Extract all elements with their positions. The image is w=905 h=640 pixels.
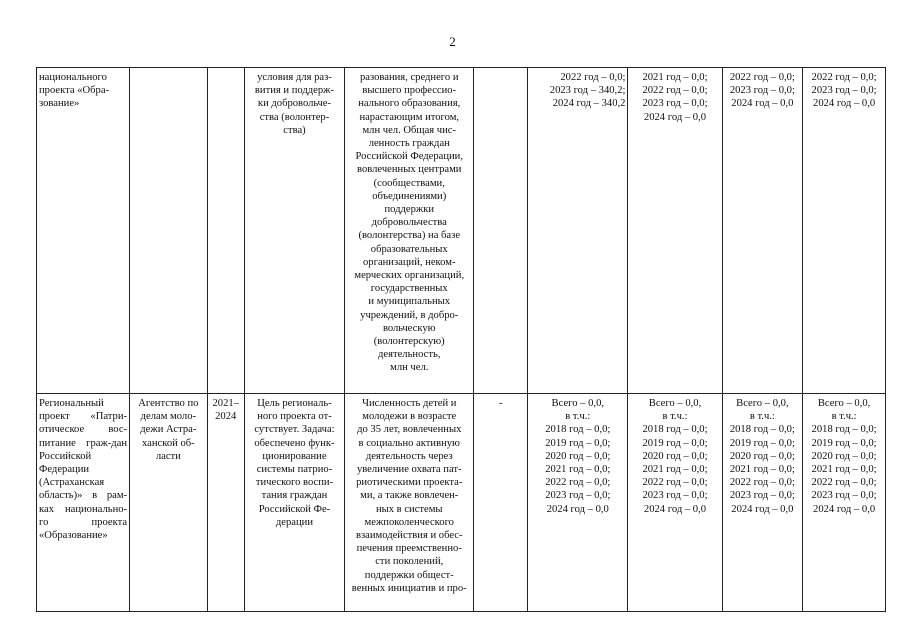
indicator-cell: разования, среднего и высшего профессио- нального образования, нарастающим итогом, млн чел. Общая чис- ленность граждан Российской Федерации, вовлеченных центрами (сообществами, объединениями) поддержки добровольчества (волонтерства) на базе образовательных организаций, неком- мерческих организаций, государственных и муниципальных учреждений, в добро- вольческую (волонтерскую) деятельность, млн чел. (345, 68, 474, 394)
funding-cell-2: Всего – 0,0, в т.ч.: 2018 год – 0,0; 2019 год – 0,0; 2020 год – 0,0; 2021 год – 0,0; 2022 год – 0,0; 2023 год – 0,0; 2024 год – 0,0 (628, 394, 722, 612)
executor-cell: Агентство по делам моло- дежи Астра- ханской об- ласти (130, 394, 208, 612)
goal-cell: Цель региональ- ного проекта от- сутствует. Задача: обеспечено функ- ционирование системы патрио- тического воспи- тания граждан Российской Фе- дерации (244, 394, 344, 612)
funding-cell-2: 2021 год – 0,0; 2022 год – 0,0; 2023 год – 0,0; 2024 год – 0,0 (628, 68, 722, 394)
funding-cell-4: Всего – 0,0, в т.ч.: 2018 год – 0,0; 2019 год – 0,0; 2020 год – 0,0; 2021 год – 0,0; 2022 год – 0,0; 2023 год – 0,0; 2024 год – 0,0 (803, 394, 886, 612)
dash-cell: - (474, 394, 528, 612)
funding-cell-1: Всего – 0,0, в т.ч.: 2018 год – 0,0; 2019 год – 0,0; 2020 год – 0,0; 2021 год – 0,0; 2022 год – 0,0; 2023 год – 0,0; 2024 год – 0,0 (528, 394, 628, 612)
goal-cell: условия для раз- вития и поддерж- ки добровольче- ства (волонтер- ства) (244, 68, 344, 394)
table-row (37, 68, 886, 394)
table-row (37, 394, 886, 612)
dash-cell (474, 68, 528, 394)
executor-cell (130, 68, 208, 394)
page-number: 2 (449, 34, 456, 49)
period-cell (207, 68, 244, 394)
project-name-cell: национального проекта «Обра- зование» (37, 68, 130, 394)
funding-cell-3: 2022 год – 0,0; 2023 год – 0,0; 2024 год – 0,0 (722, 68, 803, 394)
funding-cell-3: Всего – 0,0, в т.ч.: 2018 год – 0,0; 2019 год – 0,0; 2020 год – 0,0; 2021 год – 0,0; 2022 год – 0,0; 2023 год – 0,0; 2024 год – 0,0 (722, 394, 803, 612)
funding-cell-1: 2022 год – 0,0; 2023 год – 340,2; 2024 год – 340,2 (528, 68, 628, 394)
indicator-cell: Численность детей и молодежи в возрасте до 35 лет, вовлеченных в социально активную деятельность через увеличение охвата пат- риотическими проекта- ми, а также вовлечен- ных в системы межпоколенческого взаимодействия и обес- печения преемственно- сти поколений, поддержки общест- венных инициатив и про- (345, 394, 474, 612)
program-table (36, 67, 886, 612)
project-name-cell: Региональный проект «Патри-отическое вос-питание граж-дан Российской Федерации (Астраханская область)» в рам-ках национально-го проекта «Образование» (37, 394, 130, 612)
period-cell: 2021– 2024 (207, 394, 244, 612)
funding-cell-4: 2022 год – 0,0; 2023 год – 0,0; 2024 год – 0,0 (803, 68, 886, 394)
